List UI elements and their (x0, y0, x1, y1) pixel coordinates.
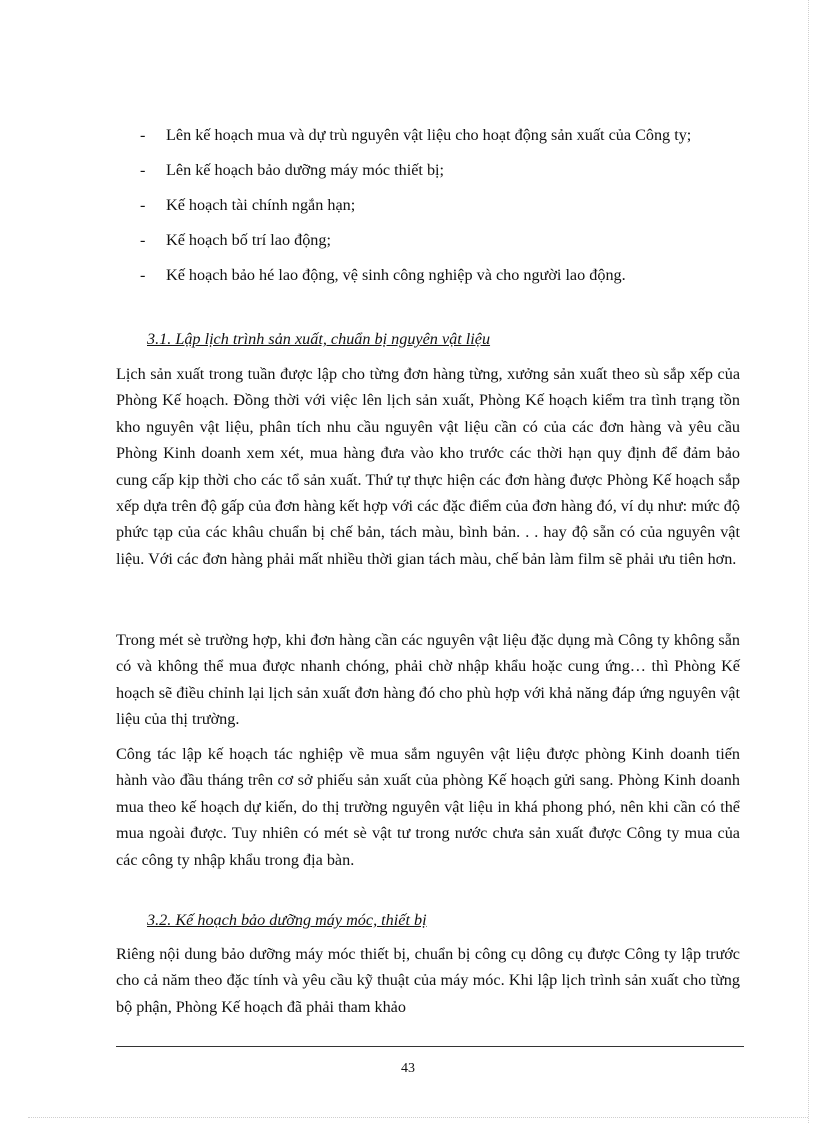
section-heading-3-1: 3.1. Lập lịch trình sản xuất, chuẩn bị nguyên vật liệu (147, 330, 491, 348)
list-item (140, 262, 740, 288)
paragraph-equipment-maintenance: Riêng nội dung bảo dưỡng máy móc thiết bị, chuẩn bị công cụ dông cụ được Công ty lập trước cho cả năm theo đặc tính và yêu cầu kỹ thuật của máy móc. Khi lập lịch trình sản xuất cho từng bộ phận, Phòng Kế hoạch đã phải tham khảo (116, 945, 740, 1016)
list-item-text: Lên kế hoạch mua và dự trù nguyên vật liệu cho hoạt động sản xuất của Công ty; (166, 126, 692, 144)
list-item-text: Kế hoạch bảo hé lao động, vệ sinh công nghiệp và cho người lao động. (166, 266, 626, 284)
bullet-marker: - (140, 126, 146, 144)
bullet-marker: - (140, 231, 146, 249)
bullet-marker: - (140, 266, 146, 284)
bullet-list (140, 122, 740, 297)
bullet-marker: - (140, 196, 146, 214)
paragraph-material-purchasing: Công tác lập kế hoạch tác nghiệp về mua sắm nguyên vật liệu được phòng Kinh doanh tiến hành vào đầu tháng trên cơ sở phiếu sản xuất của phòng Kế hoạch gửi sang. Phòng Kinh doanh mua theo kế hoạch dự kiến, do thị trường nguyên vật liệu in khá phong phó, nên khi cần có thể mua ngoài được. Tuy nhiên có mét sè vật tư trong nước chưa sản xuất được Công ty mua của các công ty nhập khẩu trong địa bàn. (116, 745, 740, 869)
bullet-marker: - (140, 161, 146, 179)
section-heading-3-2: 3.2. Kế hoạch bảo dưỡng máy móc, thiết bị (147, 911, 427, 929)
list-item-text: Kế hoạch tài chính ngắn hạn; (166, 196, 356, 214)
page-border-bottom (28, 1117, 808, 1118)
list-item (140, 122, 740, 148)
list-item (140, 192, 740, 218)
list-item (140, 157, 740, 183)
list-item-text: Lên kế hoạch bảo dưỡng máy móc thiết bị; (166, 161, 445, 179)
footer-divider (116, 1046, 744, 1047)
list-item-text: Kế hoạch bố trí lao động; (166, 231, 331, 249)
paragraph-special-materials: Trong mét sè trường hợp, khi đơn hàng cần các nguyên vật liệu đặc dụng mà Công ty không sẵn có và không thể mua được nhanh chóng, phải chờ nhập khẩu hoặc cung ứng… thì Phòng Kế hoạch sẽ điều chỉnh lại lịch sản xuất đơn hàng đó cho phù hợp với khả năng đáp ứng nguyên vật liệu của thị trường. (116, 631, 740, 729)
page-border-right (808, 0, 809, 1123)
paragraph-production-schedule: Lịch sản xuất trong tuần được lập cho từng đơn hàng từng, xưởng sản xuất theo sù sắp xếp của Phòng Kế hoạch. Đồng thời với việc lên lịch sản xuất, Phòng Kế hoạch kiểm tra tình trạng tồn kho nguyên vật liệu, phân tích nhu cầu nguyên vật liệu cần có của các đơn hàng và yêu cầu Phòng Kinh doanh xem xét, mua hàng đưa vào kho trước các thời hạn quy định để đảm bảo cung cấp kịp thời cho các tổ sản xuất. Thứ tự thực hiện các đơn hàng được Phòng Kế hoạch sắp xếp dựa trên độ gấp của đơn hàng kết hợp với các đặc điểm của đơn hàng đó, ví dụ như: mức độ phức tạp của các khâu chuẩn bị chế bản, tách màu, bình bản. . . hay độ sẵn có của nguyên vật liệu. Với các đơn hàng phải mất nhiều thời gian tách màu, chế bản làm film sẽ phải ưu tiên hơn. (116, 365, 740, 568)
list-item (140, 227, 740, 253)
page-number: 43 (401, 1061, 415, 1076)
